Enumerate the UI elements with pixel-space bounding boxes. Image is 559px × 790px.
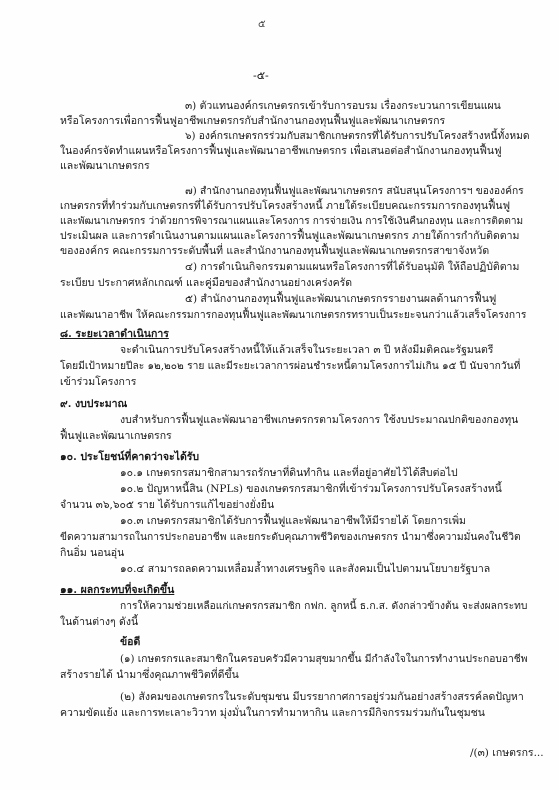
para-line: ๕) สำนักงานกองทุนฟื้นฟูและพัฒนาเกษตรกรรายงานผลด้านการฟื้นฟู	[185, 293, 497, 305]
section-heading-9: ๙. งบประมาณ	[60, 398, 128, 410]
para-line: เข้าร่วมโครงการ	[60, 376, 137, 388]
para-line: การให้ความช่วยเหลือแก่เกษตรกรสมาชิก กฟก. ลูกหนี้ ธ.ก.ส. ดังกล่าวข้างต้น จะส่งผลกระทบ	[120, 600, 528, 612]
para-line: ๑๐.๔ สามารถลดความเหลื่อมล้ำทางเศรษฐกิจ และสังคมเป็นไปตามนโยบายรัฐบาล	[120, 563, 491, 575]
para-line: และพัฒนาเกษตรกร	[60, 160, 150, 172]
para-line: ในด้านต่างๆ ดังนี้	[60, 616, 139, 628]
para-line: และพัฒนาเกษตรกร ว่าด้วยการพิจารณาแผนและโครงการ การจ่ายเงิน การใช้เงินคืนกองทุน และการติดตาม	[60, 216, 524, 227]
page-number: -๕-	[253, 69, 269, 82]
para-line: งบสำหรับการฟื้นฟูและพัฒนาอาชีพเกษตรกรตามโครงการ ใช้งบประมาณปกติของกองทุน	[120, 414, 519, 426]
corner-mark: ๕	[258, 19, 266, 30]
para-line: หรือโครงการเพื่อการฟื้นฟูอาชีพเกษตรกรกับสำนักงานกองทุนฟื้นฟูและพัฒนาเกษตรกร	[60, 115, 446, 127]
para-line: ขีดความสามารถในการประกอบอาชีพ และยกระดับคุณภาพชีวิตของเกษตรกร นำมาซึ่งความมั่นคงในชีวิต	[60, 531, 521, 543]
para-line: ความขัดแย้ง และการทะเลาะวิวาท มุ่งมั่นในการทำมาหากิน และการมีกิจกรรมร่วมกันในชุมชน	[60, 707, 485, 719]
para-line: ขององค์กร คณะกรรมการระดับพื้นที่ และสำนักงานกองทุนฟื้นฟูและพัฒนาเกษตรกรสาขาจังหวัด	[60, 245, 490, 257]
para-line: กินอิ่ม นอนอุ่น	[60, 547, 125, 559]
para-line: ๔) การดำเนินกิจกรรมตามแผนหรือโครงการที่ได้รับอนุมัติ ให้ถือปฏิบัติตาม	[185, 261, 520, 273]
subheading-advantages: ข้อดี	[120, 636, 141, 648]
para-line: เกษตรกรที่ทำร่วมกับเกษตรกรที่ได้รับการปรับโครงสร้างหนี้ ภายใต้ระเบียบคณะกรรมการกองทุนฟื้นฟู	[60, 200, 511, 212]
para-line: (๒) สังคมของเกษตรกรในระดับชุมชน มีบรรยากาศการอยู่ร่วมกันอย่างสร้างสรรค์ลดปัญหา	[120, 691, 524, 703]
para-line: จำนวน ๓๖,๖๐๕ ราย ได้รับการแก้ไขอย่างยั่งยืน	[60, 499, 275, 511]
para-line: ๑๐.๓ เกษตรกรสมาชิกได้รับการฟื้นฟูและพัฒนาอาชีพให้มีรายได้ โดยการเพิ่ม	[120, 515, 466, 527]
para-line: (๑) เกษตรกรและสมาชิกในครอบครัวมีความสุขมากขึ้น มีกำลังใจในการทำงานประกอบอาชีพ	[120, 653, 528, 665]
para-line: ระเบียบ ประกาศหลักเกณฑ์ และคู่มือของสำนักงานอย่างเคร่งครัด	[60, 277, 353, 289]
para-line: และพัฒนาอาชีพ ให้คณะกรรมการกองทุนฟื้นฟูและพัฒนาเกษตรกรทราบเป็นระยะจนกว่าแล้วเสร็จโครงการ	[60, 309, 527, 321]
para-line: ๑๐.๑ เกษตรกรสมาชิกสามารถรักษาที่ดินทำกิน และที่อยู่อาศัยไว้ได้สืบต่อไป	[120, 467, 458, 479]
para-line: ๗) สำนักงานกองทุนฟื้นฟูและพัฒนาเกษตรกร สนับสนุนโครงการฯ ขององค์กร	[185, 185, 524, 197]
para-line: ๖) องค์กรเกษตรกรร่วมกับสมาชิกเกษตรกรที่ได้รับการปรับโครงสร้างหนี้ทั้งหมด	[185, 130, 530, 142]
para-line: ฟื้นฟูและพัฒนาเกษตรกร	[60, 430, 172, 442]
continuation-note: /(๓) เกษตรกร...	[470, 747, 544, 759]
section-heading-8: ๘. ระยะเวลาดำเนินการ	[60, 328, 169, 340]
para-line: ๓) ตัวแทนองค์กรเกษตรกรเข้ารับการอบรม เรื่องกระบวนการเขียนแผน	[185, 100, 501, 112]
para-line: โดยมีเป้าหมายปีละ ๑๒,๒๐๒ ราย และมีระยะเวลาการผ่อนชำระหนี้ตามโครงการไม่เกิน ๑๕ ปี นับจากวันที่	[60, 360, 521, 372]
para-line: ๑๐.๒ ปัญหาหนี้สิน (NPLs) ของเกษตรกรสมาชิกที่เข้าร่วมโครงการปรับโครงสร้างหนี้	[120, 483, 502, 495]
section-heading-10: ๑๐. ประโยชน์ที่คาดว่าจะได้รับ	[60, 451, 200, 463]
section-heading-11: ๑๑. ผลกระทบที่จะเกิดขึ้น	[60, 584, 175, 596]
para-line: ในองค์กรจัดทำแผนหรือโครงการฟื้นฟูและพัฒนาอาชีพเกษตรกร เพื่อเสนอต่อสำนักงานกองทุนฟื้นฟู	[60, 145, 502, 157]
para-line: จะดำเนินการปรับโครงสร้างหนี้ให้แล้วเสร็จในระยะเวลา ๓ ปี หลังมีมติคณะรัฐมนตรี	[120, 344, 494, 356]
para-line: ประเมินผล และการดำเนินงานตามแผนและโครงการฟื้นฟูและพัฒนาเกษตรกร ภายใต้การกำกับติดตาม	[60, 230, 520, 242]
para-line: สร้างรายได้ นำมาซึ่งคุณภาพชีวิตที่ดีขึ้น	[60, 669, 239, 681]
